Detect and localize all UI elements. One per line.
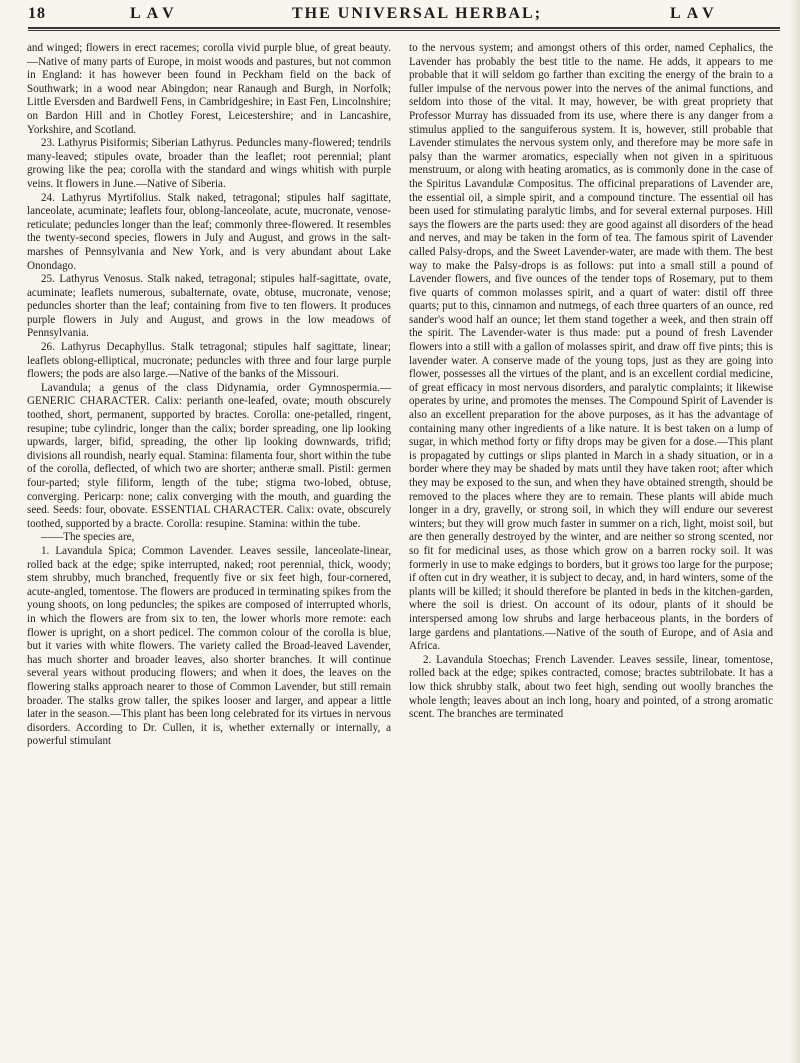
running-header (22, 4, 782, 26)
header-title: THE UNIVERSAL HERBAL; (292, 5, 543, 22)
paragraph: to the nervous system; and amongst others of this order, named Cephalics, the Lavender has probably the best title to the name. He adds, it appears to me probable that it will seldom go farther than exciting the energy of the brain to a fuller impulse of the nervous power into the nerves of the animal functions, and seldom into those of the vital. It may, however, be with great propriety that Professor Murray has dissuaded from its use, where there is any danger from a stimulus applied to the sanguiferous system. It is, however, still probable that Lavender stimulates the nervous system only, and therefore may be more safe in palsy than the warmer aromatics, especially when not given in a spirituous menstruum, or along with heating aromatics, as is commonly done in the case of the Spiritus Lavandulæ Compositus. The officinal preparations of Lavender are, the essential oil, a simple spirit, and a compound tincture. The essential oil has been used for stimulating paralytic limbs, and for several external purposes. Hill says the flowers are the parts used: they are good against all disorders of the head and nerves, and may be taken in the form of tea. The famous spirit of Lavender called Palsy-drops, and the Sweet Lavender-water, are made with them. The best way to make the Palsy-drops is as follows: put into a small still a pound of Lavender flowers, and five ounces of the tender tops of Rosemary, put to them five quarts of common molasses spirit, and a quart of water: distil off three quarts; put to this, cinnamon and nutmegs, of each three quarters of an ounce, red sander's wood half an ounce; let them stand together a week, and then strain off the spirit. The Lavender-water is thus made: put a pound of fresh Lavender flowers into a still with a gallon of molasses spirit, and draw off five pints; this is lavender water. A conserve made of the young tops, just as they are going into flower, possesses all the virtues of the plant, and is an excellent cordial medicine, of great efficacy in most nervous disorders, and paralytic complaints; it likewise operates by urine, and promotes the menses. The Compound Spirit of Lavender is also an excellent preparation for the above purposes, as it has the advantage of containing many other ingredients of a like nature. It is best taken on a lump of sugar, in which method forty or fifty drops may be given for a dose.—This plant is propagated by cuttings or slips planted in March in a shady situation, or in a border where they may be shaded by mats until they have taken root; after which they may be exposed to the sun, and when they have obtained strength, should be removed to the places where they are to remain. These plants will abide much longer in a dry, gravelly, or strong soil, in which they will endure our severest winters; but they will grow much faster in summer on a rich, light, moist soil, but are then generally destroyed by the winter, and are neither so strong scented, nor so fit for medicinal uses, as those which grow on a barren rocky soil. It was formerly in use to make edgings to borders, but it grows too large for the purpose; if often cut in dry weather, it is subject to decay, and, in hard winters, some of the plants will be killed; it should therefore be planted in beds in the kitchen-garden, where the soil is driest. On account of its odour, plants of it should be interspersed among low shrubs and large herbaceous plants, in the borders of large gardens and plantations.—Native of the south of Europe, and of Asia and Africa. (409, 42, 773, 653)
right-column (409, 42, 773, 722)
paragraph: 24. Lathyrus Myrtifolius. Stalk naked, tetragonal; stipules half sagittate, lanceolate, acuminate; leaflets four, oblong-lanceolate, acute, mucronate, venose-reticulate; peduncles longer than the leaf; commonly three-flowered. It resembles the twenty-second species, flowers in July and August, and grows in the salt-marshes of Pennsylvania and New York, and is very abundant about Lake Onondago. (27, 191, 391, 272)
paragraph: 25. Lathyrus Venosus. Stalk naked, tetragonal; stipules half-sagittate, ovate, acuminate; leaflets numerous, subalternate, ovate, obtuse, mucronate, venose; peduncles shorter than the leaf; containing from five to ten flowers. It produces purple flowers in July and August, and grows in the low meadows of Pennsylvania. (27, 273, 391, 340)
paragraph: and winged; flowers in erect racemes; corolla vivid purple blue, of great beauty.—Native of many parts of Europe, in moist woods and pastures, but not common in England: it has however been found in Peckham field on the back of Southwark; in a wood near Abingdon; near Ranaugh and Burgh, in Norfolk; Little Eversden and Bardwell Fens, in Cambridgeshire; in East Fen, Lincolnshire; on Bardon Hill and in Chotley Forest, Leicestershire; and in Lancashire, Yorkshire, and Scotland. (27, 42, 391, 136)
paragraph: 2. Lavandula Stoechas; French Lavender. Leaves sessile, linear, tomentose, rolled back at the edge; spikes contracted, comose; bractes subtrilobate. It has a low thick shrubby stalk, about two feet high, sending out woolly branches the whole length; leaves about an inch long, hoary and pointed, of a strong aromatic scent. The branches are terminated (409, 653, 773, 721)
left-column (27, 42, 391, 749)
header-rule (28, 27, 780, 31)
paragraph: 23. Lathyrus Pisiformis; Siberian Lathyrus. Peduncles many-flowered; tendrils many-leaved; stipules ovate, broader than the leaflet; root perennial; plant growing like the pea; corolla with the standard and wings whitish with purple veins. It flowers in June.—Native of Siberia. (27, 137, 391, 190)
paragraph: ——The species are, (41, 531, 135, 544)
paragraph: Lavandula; a genus of the class Didynamia, order Gymnospermia.—GENERIC CHARACTER. Calix: perianth one-leafed, ovate; mouth obscurely toothed, short, permanent, supported by bractes. Corolla: one-petalled, ringent, resupine; tube cylindric, longer than the calix; border spreading, one lip looking upwards, larger, bifid, spreading, the other lip looking downwards, trifid; divisions all roundish, nearly equal. Stamina: filamenta four, short within the tube of the corolla, deflected, of which two are shorter; antheræ small. Pistil: germen four-parted; style filiform, length of the tube; stigma two-lobed, obtuse, converging. Pericarp: none; calix converging with the mouth, and guarding the seed. Seeds: four, obovate. ESSENTIAL CHARACTER. Calix: ovate, obscurely toothed, supported by a bracte. Corolla: resupine. Stamina: within the tube. (27, 381, 391, 530)
page-number: 18 (28, 5, 46, 22)
paragraph: 26. Lathyrus Decaphyllus. Stalk tetragonal; stipules half sagittate, linear; leaflets oblong-elliptical, mucronate; peduncles with three and four large purple flowers; the pods are also large.—Native of the banks of the Missouri. (27, 341, 391, 381)
page-edge-shadow (790, 0, 800, 1063)
header-left-word: LAV (130, 5, 180, 22)
header-right-word: LAV (670, 5, 720, 22)
paragraph: 1. Lavandula Spica; Common Lavender. Leaves sessile, lanceolate-linear, rolled back at the edge; spike interrupted, naked; root perennial, thick, woody; stem shrubby, much branched, frequently five or six feet high, four-cornered, acute-angled, tomentose. The flowers are produced in terminating spikes from the young shoots, on long peduncles; the spikes are composed of interrupted whorls, in which the flowers are from six to ten, the lower whorls more remote: each flower is upright, on a short pedicel. The common colour of the corolla is blue, but it varies with white flowers. The variety called the Broad-leaved Lavender, has much shorter and broader leaves, also shorter branches. It will continue several years without producing flowers; and when it does, the leaves on the flowering stalks approach nearer to those of Common Lavender, but still remain broader. The stalks grow taller, the spikes looser and larger, and appear a little later in the season.—This plant has been long celebrated for its virtues in nervous disorders. According to Dr. Cullen, it is, whether externally or internally, a powerful stimulant (27, 544, 391, 748)
